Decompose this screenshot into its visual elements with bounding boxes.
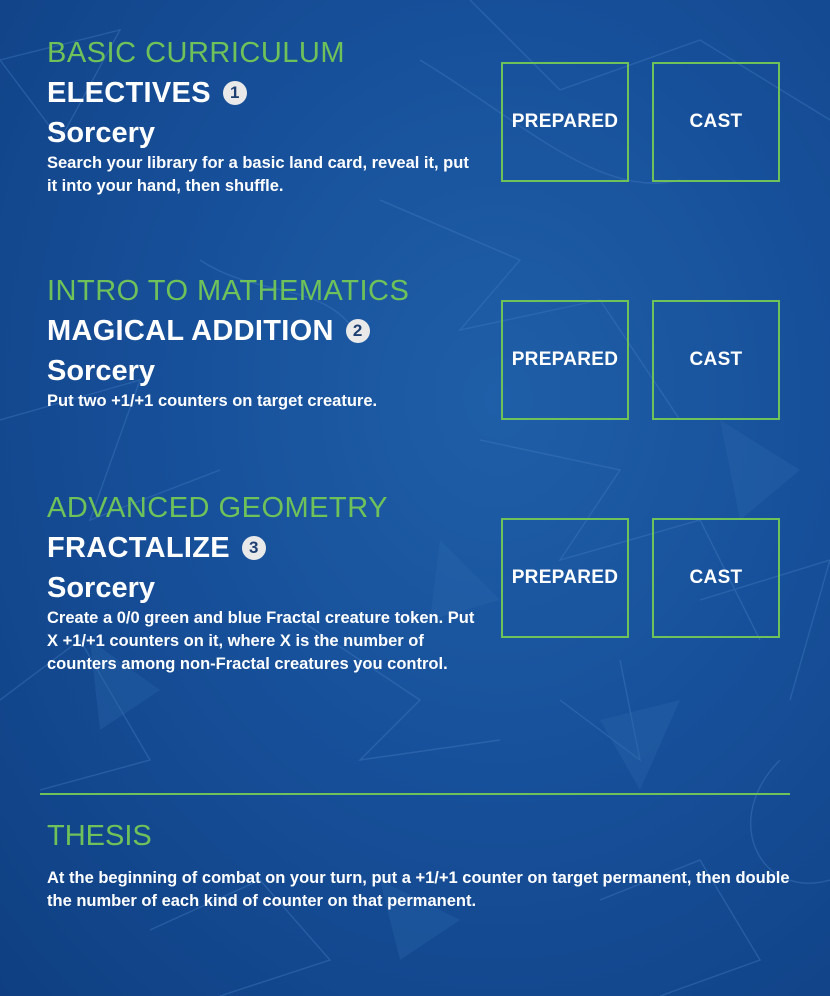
thesis-heading: THESIS xyxy=(47,820,152,852)
spell-rules-text: Put two +1/+1 counters on target creature. xyxy=(47,392,378,410)
spell-name-text: ELECTIVES xyxy=(47,77,211,109)
spell-rules-text: Search your library for a basic land card, reveal it, put it into your hand, then shuffle. xyxy=(47,154,469,195)
spell-name-text: MAGICAL ADDITION xyxy=(47,315,334,347)
section-divider xyxy=(40,793,790,795)
chapter-section-3 xyxy=(47,493,477,676)
curriculum-heading: ADVANCED GEOMETRY xyxy=(47,492,388,524)
curriculum-heading: INTRO TO MATHEMATICS xyxy=(47,275,410,307)
curriculum-heading: BASIC CURRICULUM xyxy=(47,37,346,69)
spell-name xyxy=(47,76,477,110)
chapter-number-badge: 1 xyxy=(223,81,247,105)
prepared-box-3[interactable]: PREPARED xyxy=(501,518,629,638)
spell-rules-text: Create a 0/0 green and blue Fractal creature token. Put X +1/+1 counters on it, where X is the number of counters among non-Fractal creatures you control. xyxy=(47,609,475,673)
chapter-number-badge: 3 xyxy=(242,536,266,560)
cast-box-3[interactable]: CAST xyxy=(652,518,780,638)
chapter-section-2 xyxy=(47,276,477,413)
spell-name xyxy=(47,531,477,565)
spell-type: Sorcery xyxy=(47,355,156,387)
prepared-box-1[interactable]: PREPARED xyxy=(501,62,629,182)
cast-box-1[interactable]: CAST xyxy=(652,62,780,182)
spell-type: Sorcery xyxy=(47,572,156,604)
chapter-section-1 xyxy=(47,38,477,198)
thesis-rules-text: At the beginning of combat on your turn, put a +1/+1 counter on target permanent, then double the number of each kind of counter on that permanent. xyxy=(47,869,790,910)
prepared-box-2[interactable]: PREPARED xyxy=(501,300,629,420)
spell-type: Sorcery xyxy=(47,117,156,149)
spell-name-text: FRACTALIZE xyxy=(47,532,230,564)
spell-name xyxy=(47,314,477,348)
chapter-number-badge: 2 xyxy=(346,319,370,343)
cast-box-2[interactable]: CAST xyxy=(652,300,780,420)
